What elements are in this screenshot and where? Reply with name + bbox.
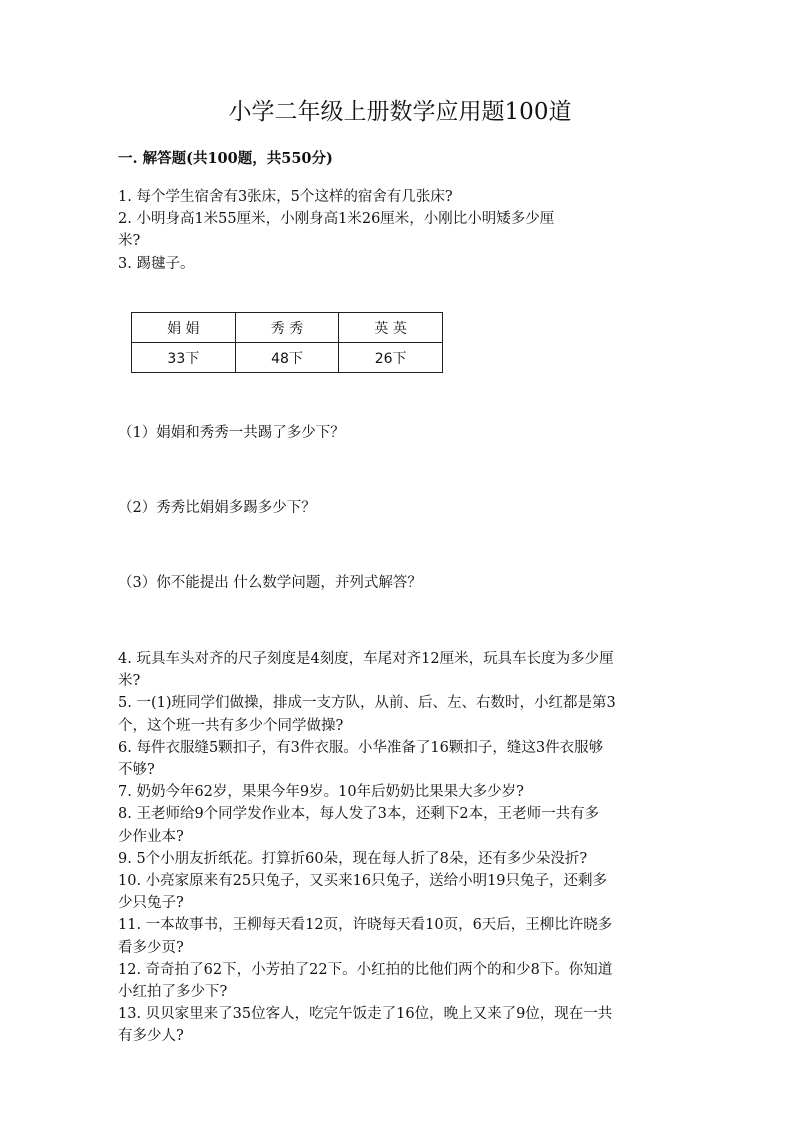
question-line: 米? bbox=[118, 673, 141, 690]
table-row bbox=[132, 343, 443, 373]
question-line: 4. 玩具车头对齐的尺子刻度是4刻度，车尾对齐12厘米，玩具车长度为多少厘 bbox=[118, 651, 614, 667]
question-line: 9. 5个小朋友折纸花。打算折60朵，现在每人折了8朵，还有多少朵没折? bbox=[118, 850, 588, 867]
section-header: 一. 解答题(共100题，共550分) bbox=[118, 150, 333, 167]
question-line: 13. 贝贝家里来了35位客人，吃完午饭走了16位，晚上又来了9位，现在一共 bbox=[118, 1006, 613, 1023]
page-title: 小学二年级上册数学应用题100道 bbox=[228, 99, 572, 125]
question-line: 10. 小亮家原来有25只兔子，又买来16只兔子，送给小明19只兔子，还剩多 bbox=[118, 873, 608, 890]
kick-count-table bbox=[131, 312, 443, 373]
subquestion-2: （2）秀秀比娟娟多踢多少下？ bbox=[118, 500, 316, 516]
question-line: 6. 每件衣服缝5颗扣子，有3件衣服。小华准备了16颗扣子，缝这3件衣服够 bbox=[118, 739, 604, 756]
table-header-cell: 秀 秀 bbox=[235, 313, 339, 343]
question-line: 个，这个班一共有多少个同学做操? bbox=[118, 717, 344, 734]
question-line: 7. 奶奶今年62岁，果果今年9岁。10年后奶奶比果果大多少岁? bbox=[118, 784, 524, 801]
question-line: 米? bbox=[118, 233, 141, 250]
question-line: 小红拍了多少下? bbox=[118, 984, 228, 1001]
table-cell: 33下 bbox=[132, 343, 236, 373]
question-line: 看多少页? bbox=[118, 939, 184, 956]
question-line: 有多少人? bbox=[118, 1028, 184, 1045]
question-line: 2. 小明身高1米55厘米，小刚身高1米26厘米，小刚比小明矮多少厘 bbox=[118, 211, 555, 228]
question-line: 不够? bbox=[118, 762, 155, 779]
question-line: 8. 王老师给9个同学发作业本，每人发了3本，还剩下2本，王老师一共有多 bbox=[118, 806, 600, 823]
question-line: 3. 踢毽子。 bbox=[118, 255, 195, 272]
question-block-2 bbox=[118, 648, 688, 1048]
subquestion-1: （1）娟娟和秀秀一共踢了多少下？ bbox=[118, 425, 345, 441]
question-line: 12. 奇奇拍了62下，小芳拍了22下。小红拍的比他们两个的和少8下。你知道 bbox=[118, 961, 613, 978]
table-header-cell: 娟 娟 bbox=[132, 313, 236, 343]
question-line: 5. 一(1)班同学们做操，排成一支方队，从前、后、左、右数时，小红都是第3 bbox=[118, 695, 616, 712]
table-cell: 48下 bbox=[235, 343, 339, 373]
subquestion-3: （3）你不能提出 什么数学问题，并列式解答？ bbox=[118, 575, 422, 591]
table-cell: 26下 bbox=[339, 343, 443, 373]
table-header-row bbox=[132, 313, 443, 343]
question-line: 11. 一本故事书，王柳每天看12页，许晓每天看10页，6天后，王柳比许晓多 bbox=[118, 917, 613, 934]
table-header-cell: 英 英 bbox=[339, 313, 443, 343]
question-line: 少作业本? bbox=[118, 828, 184, 845]
question-block-1 bbox=[118, 186, 688, 275]
question-line: 1. 每个学生宿舍有3张床，5个这样的宿舍有几张床? bbox=[118, 189, 453, 205]
question-line: 少只兔子? bbox=[118, 895, 184, 912]
